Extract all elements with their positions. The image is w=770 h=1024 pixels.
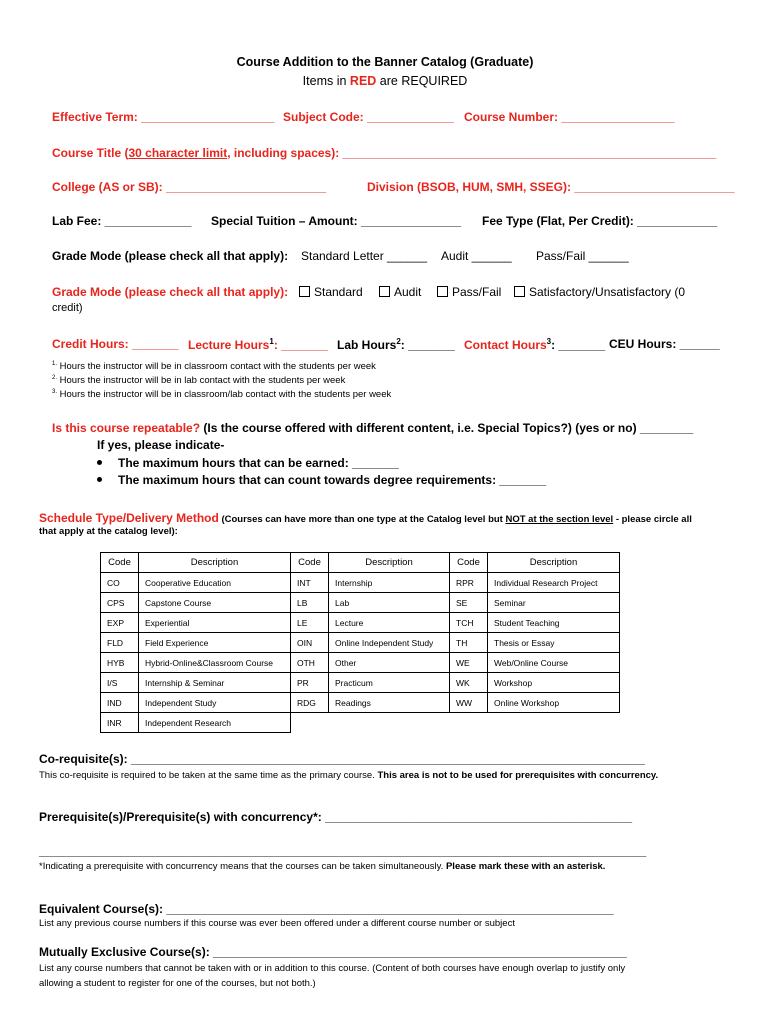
lab-footnote-ref: 2: [396, 337, 401, 346]
code-cell[interactable]: SE: [450, 593, 488, 613]
description-cell[interactable]: Individual Research Project: [488, 573, 620, 593]
equivalent-course-note: List any previous course numbers if this course was ever been offered under a different course number or subject: [39, 918, 515, 929]
satisfactory-checkbox[interactable]: [514, 285, 685, 299]
footnote-number: 3.: [52, 389, 58, 395]
footnote-text: Hours the instructor will be in classroom contact with the students per week: [59, 361, 376, 373]
code-cell: [291, 713, 329, 733]
standard-checkbox[interactable]: [299, 285, 363, 299]
audit-checkbox[interactable]: [379, 285, 421, 299]
repeatable-detail: (Is the course offered with different content, i.e. Special Topics?) (yes or no) ________: [200, 421, 694, 435]
code-cell[interactable]: INT: [291, 573, 329, 593]
code-cell[interactable]: WK: [450, 673, 488, 693]
college-field[interactable]: College (AS or SB): ________________________: [52, 180, 327, 194]
if-yes-label: If yes, please indicate-: [97, 438, 225, 452]
grade-mode-label: Grade Mode (please check all that apply):: [52, 249, 289, 263]
code-cell[interactable]: LE: [291, 613, 329, 633]
repeatable-field[interactable]: [52, 421, 693, 435]
corequisite-note: [39, 770, 658, 781]
description-cell[interactable]: Thesis or Essay: [488, 633, 620, 653]
lab-hours-blank: : _______: [400, 338, 455, 352]
subtitle-red: RED: [349, 74, 377, 88]
lab-hours-field[interactable]: [337, 337, 455, 352]
code-cell[interactable]: TH: [450, 633, 488, 653]
division-field[interactable]: Division (BSOB, HUM, SMH, SSEG): ________________________: [367, 180, 735, 194]
code-cell[interactable]: I/S: [101, 673, 139, 693]
description-cell[interactable]: Internship & Seminar: [139, 673, 291, 693]
table-row: [101, 593, 620, 613]
max-hours-degree-field[interactable]: [97, 473, 546, 487]
course-title-field[interactable]: [52, 146, 716, 160]
subtitle-text-end: are REQUIRED: [376, 74, 468, 88]
code-cell[interactable]: LB: [291, 593, 329, 613]
description-cell[interactable]: Practicum: [329, 673, 450, 693]
standard-option-label: Standard: [314, 285, 363, 299]
prerequisite-field[interactable]: Prerequisite(s)/Prerequisite(s) with concurrency*: ______________________________________________: [39, 810, 633, 824]
description-cell[interactable]: Capstone Course: [139, 593, 291, 613]
code-cell[interactable]: EXP: [101, 613, 139, 633]
code-cell[interactable]: PR: [291, 673, 329, 693]
code-cell[interactable]: HYB: [101, 653, 139, 673]
footnote-number: 1.: [52, 361, 58, 367]
lecture-hours-label: Lecture Hours: [188, 338, 270, 352]
page-subtitle: [0, 74, 770, 88]
lecture-hours-blank: : _______: [273, 338, 328, 352]
description-cell[interactable]: Workshop: [488, 673, 620, 693]
corequisite-field[interactable]: Co-requisite(s): _____________________________________________________________________________: [39, 752, 645, 766]
max-hours-earned-label: The maximum hours that can be earned: _______: [118, 456, 399, 470]
code-cell[interactable]: RPR: [450, 573, 488, 593]
corequisite-note-bold: This area is not to be used for prerequisites with concurrency.: [377, 770, 659, 781]
mutually-exclusive-field[interactable]: Mutually Exclusive Course(s): ______________________________________________________________: [39, 945, 627, 959]
bullet-icon: [97, 477, 102, 482]
course-number-field[interactable]: Course Number: _________________: [464, 110, 675, 124]
course-title-label: Course Title (: [52, 146, 129, 160]
hours-row: [52, 337, 179, 351]
max-hours-degree-label: The maximum hours that can count towards degree requirements: _______: [118, 473, 547, 487]
repeatable-question: Is this course repeatable?: [52, 421, 201, 435]
description-cell[interactable]: Web/Online Course: [488, 653, 620, 673]
subtitle-text: Items in: [302, 74, 350, 88]
contact-hours-field[interactable]: [464, 337, 605, 352]
table-row: [101, 613, 620, 633]
char-limit-text: 30 character limit: [128, 146, 228, 160]
description-cell[interactable]: Other: [329, 653, 450, 673]
mutually-exclusive-note-2: allowing a student to register for one of the courses, but not both.): [39, 978, 316, 989]
description-cell[interactable]: Independent Research: [139, 713, 291, 733]
table-row: [101, 693, 620, 713]
lecture-hours-field[interactable]: [188, 337, 328, 352]
code-cell[interactable]: CPS: [101, 593, 139, 613]
description-cell[interactable]: Independent Study: [139, 693, 291, 713]
footnote-text: Hours the instructor will be in classroom/lab contact with the students per week: [59, 389, 392, 401]
equivalent-course-field[interactable]: Equivalent Course(s): ___________________________________________________________________: [39, 902, 614, 916]
description-cell: [488, 713, 620, 733]
schedule-note-line2: that apply at the catalog level):: [39, 526, 178, 537]
lab-hours-label: Lab Hours: [337, 338, 397, 352]
description-cell[interactable]: Online Independent Study: [329, 633, 450, 653]
prerequisite-note-bold: Please mark these with an asterisk.: [445, 861, 606, 872]
description-cell[interactable]: Cooperative Education: [139, 573, 291, 593]
schedule-note: (Courses can have more than one type at the Catalog level but: [218, 514, 506, 525]
schedule-type-title: Schedule Type/Delivery Method: [39, 511, 219, 525]
description-cell[interactable]: Hybrid-Online&Classroom Course: [139, 653, 291, 673]
contact-footnote-ref: 3: [546, 337, 552, 346]
description-cell[interactable]: Lab: [329, 593, 450, 613]
description-cell: [329, 713, 450, 733]
header-code: Code: [291, 553, 329, 573]
audit-field[interactable]: Audit ______: [441, 249, 512, 263]
credit-continuation: credit): [52, 302, 83, 314]
footnote-1: [52, 361, 376, 372]
header-description: Description: [139, 553, 291, 573]
page-title: Course Addition to the Banner Catalog (Graduate): [236, 55, 534, 69]
code-cell[interactable]: TCH: [450, 613, 488, 633]
code-cell[interactable]: WE: [450, 653, 488, 673]
table-row: [101, 673, 620, 693]
footnote-number: 2.: [52, 375, 58, 381]
description-cell[interactable]: Lecture: [329, 613, 450, 633]
effective-term-field[interactable]: Effective Term: ____________________: [52, 110, 275, 124]
bullet-icon: [97, 460, 102, 465]
prerequisite-note-text: *Indicating a prerequisite with concurrency means that the courses can be taken simultaneously.: [39, 861, 446, 872]
code-cell[interactable]: IND: [101, 693, 139, 713]
code-cell[interactable]: OIN: [291, 633, 329, 653]
passfail-option-label: Pass/Fail: [452, 285, 502, 299]
header-code: Code: [101, 553, 139, 573]
table-header-row: [101, 553, 620, 573]
footnote-3: [52, 389, 391, 400]
header-description: Description: [488, 553, 620, 573]
fee-type-field[interactable]: Fee Type (Flat, Per Credit): ____________: [482, 214, 718, 228]
code-cell[interactable]: OTH: [291, 653, 329, 673]
code-cell[interactable]: RDG: [291, 693, 329, 713]
code-cell[interactable]: FLD: [101, 633, 139, 653]
description-cell[interactable]: Field Experience: [139, 633, 291, 653]
description-cell[interactable]: Internship: [329, 573, 450, 593]
table-row: [101, 633, 620, 653]
contact-hours-blank: : _______: [551, 338, 606, 352]
table-row: [101, 713, 620, 733]
schedule-type-heading: [39, 509, 692, 527]
schedule-note-end: - please circle all: [613, 514, 692, 525]
code-cell[interactable]: CO: [101, 573, 139, 593]
corequisite-note-text: This co-requisite is required to be taken at the same time as the primary course.: [39, 770, 378, 781]
checkbox-icon: [514, 286, 525, 297]
mutually-exclusive-note-1: List any course numbers that cannot be taken with or in addition to this course. (Content of both courses have enough overlap to justify only: [39, 963, 626, 974]
description-cell[interactable]: Seminar: [488, 593, 620, 613]
table-row: [101, 573, 620, 593]
code-cell[interactable]: WW: [450, 693, 488, 713]
code-cell[interactable]: INR: [101, 713, 139, 733]
special-tuition-field[interactable]: Special Tuition – Amount: _______________: [211, 214, 462, 228]
description-cell[interactable]: Experiential: [139, 613, 291, 633]
checkbox-icon: [437, 286, 448, 297]
table-row: [101, 653, 620, 673]
lab-fee-field[interactable]: Lab Fee: _____________: [52, 214, 192, 228]
passfail-checkbox[interactable]: [437, 285, 501, 299]
schedule-note-underlined: NOT at the section level: [505, 514, 614, 525]
checkbox-icon: [299, 286, 310, 297]
standard-letter-field[interactable]: Standard Letter ______: [301, 249, 428, 263]
footnote-2: [52, 375, 345, 386]
audit-option-label: Audit: [394, 285, 422, 299]
contact-hours-label: Contact Hours: [464, 338, 547, 352]
code-cell: [450, 713, 488, 733]
passfail-field[interactable]: Pass/Fail ______: [536, 249, 629, 263]
header-code: Code: [450, 553, 488, 573]
checkbox-icon: [379, 286, 390, 297]
prerequisite-line[interactable]: ___________________________________________________________________________________________: [39, 844, 647, 858]
schedule-type-table: [100, 552, 620, 733]
description-cell[interactable]: Student Teaching: [488, 613, 620, 633]
grade-mode-required-label: Grade Mode (please check all that apply):: [52, 285, 289, 299]
header-description: Description: [329, 553, 450, 573]
course-title-label-end: , including spaces): ________________________________________________________: [227, 146, 717, 160]
subject-code-field[interactable]: Subject Code: _____________: [283, 110, 454, 124]
description-cell[interactable]: Readings: [329, 693, 450, 713]
satisfactory-option-label: Satisfactory/Unsatisfactory (0: [529, 285, 686, 299]
footnote-text: Hours the instructor will be in lab contact with the students per week: [59, 375, 346, 387]
max-hours-earned-field[interactable]: [97, 456, 399, 470]
prerequisite-note: [39, 861, 605, 872]
credit-hours-field[interactable]: Credit Hours: _______: [52, 337, 179, 351]
ceu-hours-field[interactable]: CEU Hours: ______: [609, 337, 720, 351]
description-cell[interactable]: Online Workshop: [488, 693, 620, 713]
lecture-footnote-ref: 1: [269, 337, 274, 346]
